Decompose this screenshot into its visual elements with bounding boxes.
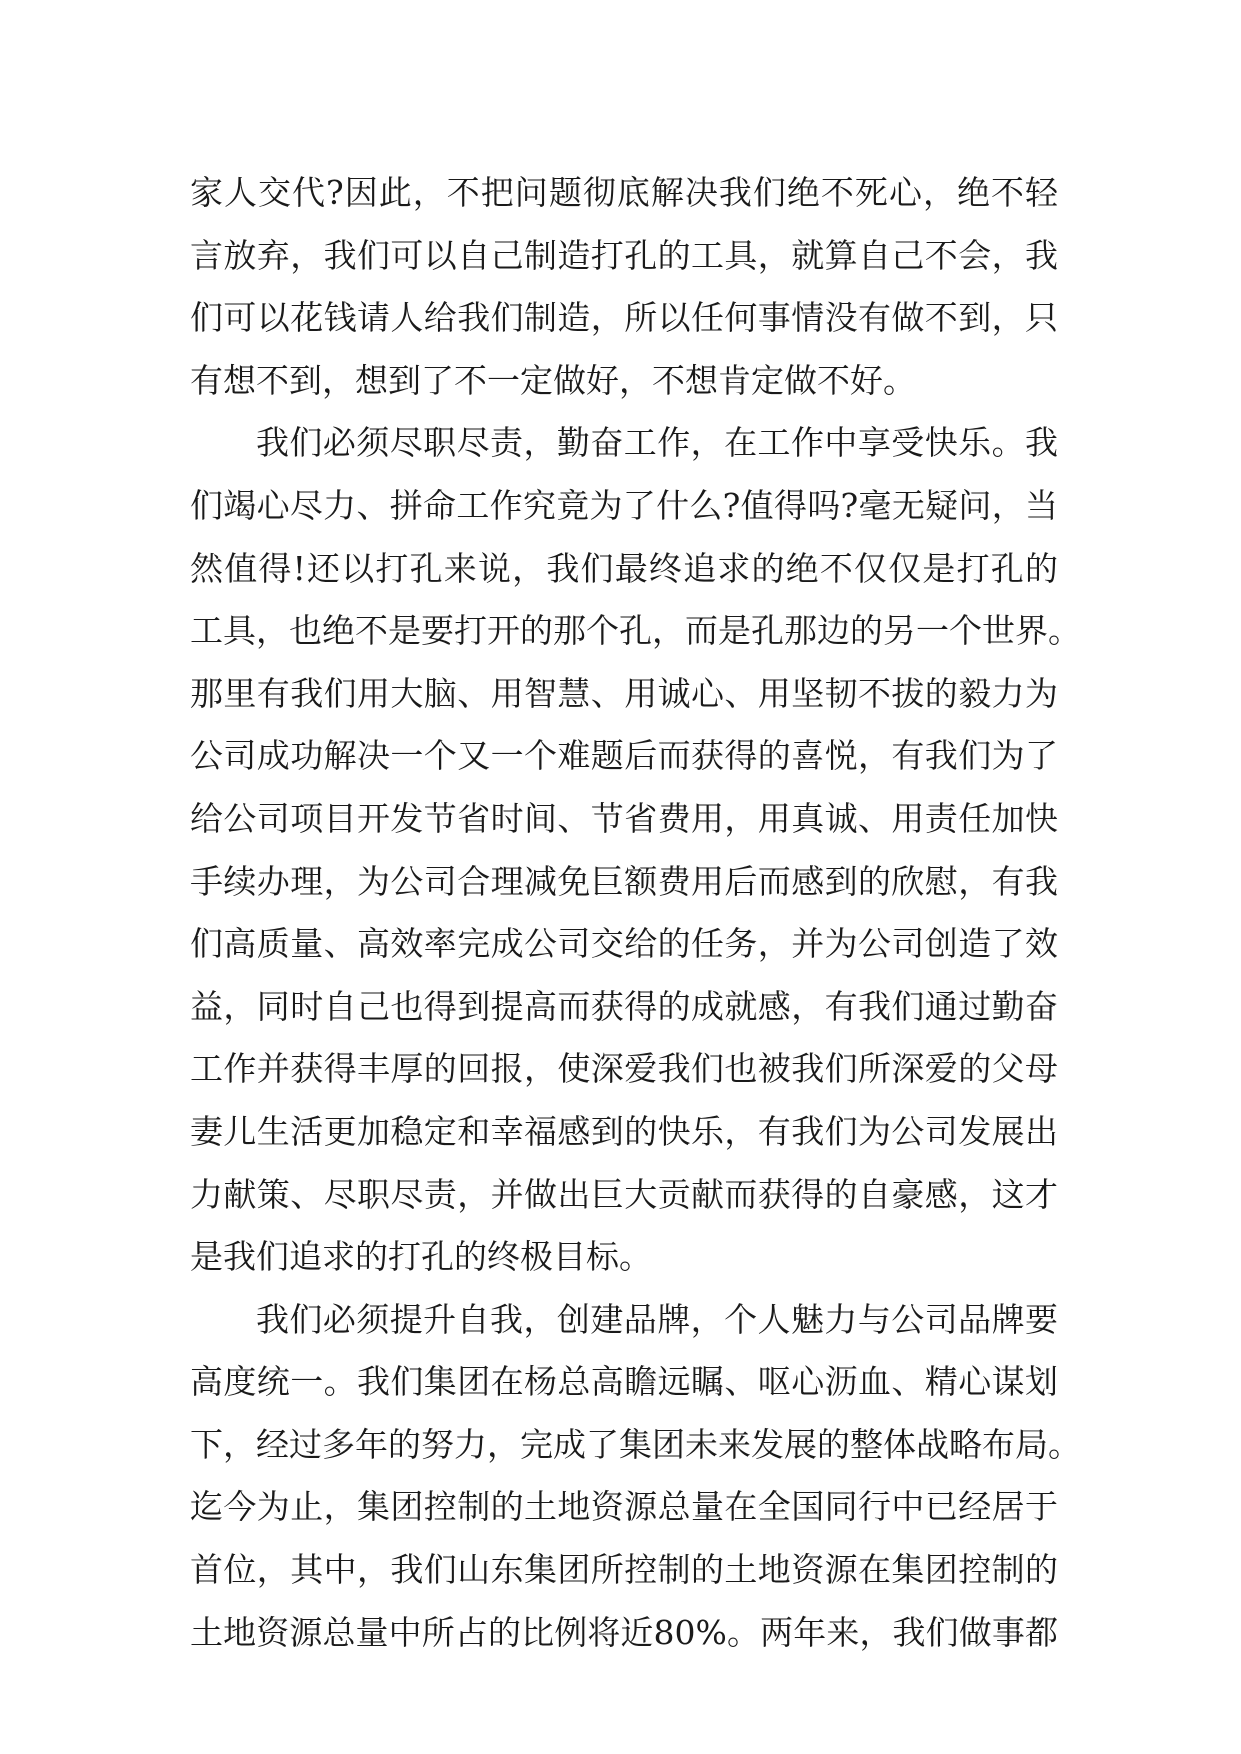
text-line: 首位，其中，我们山东集团所控制的土地资源在集团控制的	[190, 1550, 1058, 1590]
text-line: 们可以花钱请人给我们制造，所以任何事情没有做不到，只	[190, 298, 1058, 338]
text-line: 家人交代?因此，不把问题彻底解决我们绝不死心，绝不轻	[190, 173, 1058, 212]
paragraph-2	[190, 412, 1081, 1288]
text-line: 妻儿生活更加稳定和幸福感到的快乐，有我们为公司发展出	[190, 1111, 1058, 1151]
paragraph-3	[190, 1289, 1081, 1665]
text-line: 益，同时自己也得到提高而获得的成就感，有我们通过勤奋	[190, 986, 1058, 1026]
paragraph-1	[190, 162, 1058, 412]
text-line: 土地资源总量中所占的比例将近80%。两年来，我们做事都	[190, 1612, 1058, 1652]
body-text	[190, 162, 1081, 1664]
text-line: 工具，也绝不是要打开的那个孔，而是孔那边的另一个世界。	[190, 611, 1081, 651]
text-line: 力献策、尽职尽责，并做出巨大贡献而获得的自豪感，这才	[190, 1174, 1058, 1214]
text-line: 给公司项目开发节省时间、节省费用，用真诚、用责任加快	[190, 798, 1058, 838]
text-line: 有想不到，想到了不一定做好，不想肯定做不好。	[190, 360, 916, 400]
text-line: 那里有我们用大脑、用智慧、用诚心、用坚韧不拔的毅力为	[190, 673, 1058, 713]
text-line: 迄今为止，集团控制的土地资源总量在全国同行中已经居于	[190, 1487, 1058, 1527]
text-line: 高度统一。我们集团在杨总高瞻远瞩、呕心沥血、精心谋划	[190, 1362, 1058, 1402]
text-line: 公司成功解决一个又一个难题后而获得的喜悦，有我们为了	[190, 736, 1058, 776]
text-line: 言放弃，我们可以自己制造打孔的工具，就算自己不会，我	[190, 235, 1058, 275]
text-line: 下，经过多年的努力，完成了集团未来发展的整体战略布局。	[190, 1424, 1081, 1464]
text-line: 们竭心尽力、拼命工作究竟为了什么?值得吗?毫无疑问，当	[190, 485, 1058, 525]
text-line: 们高质量、高效率完成公司交给的任务，并为公司创造了效	[190, 924, 1058, 964]
text-line: 手续办理，为公司合理减免巨额费用后而感到的欣慰，有我	[190, 861, 1058, 901]
text-line: 我们必须提升自我，创建品牌，个人魅力与公司品牌要	[256, 1299, 1058, 1339]
text-line: 然值得!还以打孔来说，我们最终追求的绝不仅仅是打孔的	[190, 548, 1058, 588]
text-line: 是我们追求的打孔的终极目标。	[190, 1237, 652, 1277]
text-line: 我们必须尽职尽责，勤奋工作，在工作中享受快乐。我	[256, 423, 1058, 463]
text-line: 工作并获得丰厚的回报，使深爱我们也被我们所深爱的父母	[190, 1049, 1058, 1089]
